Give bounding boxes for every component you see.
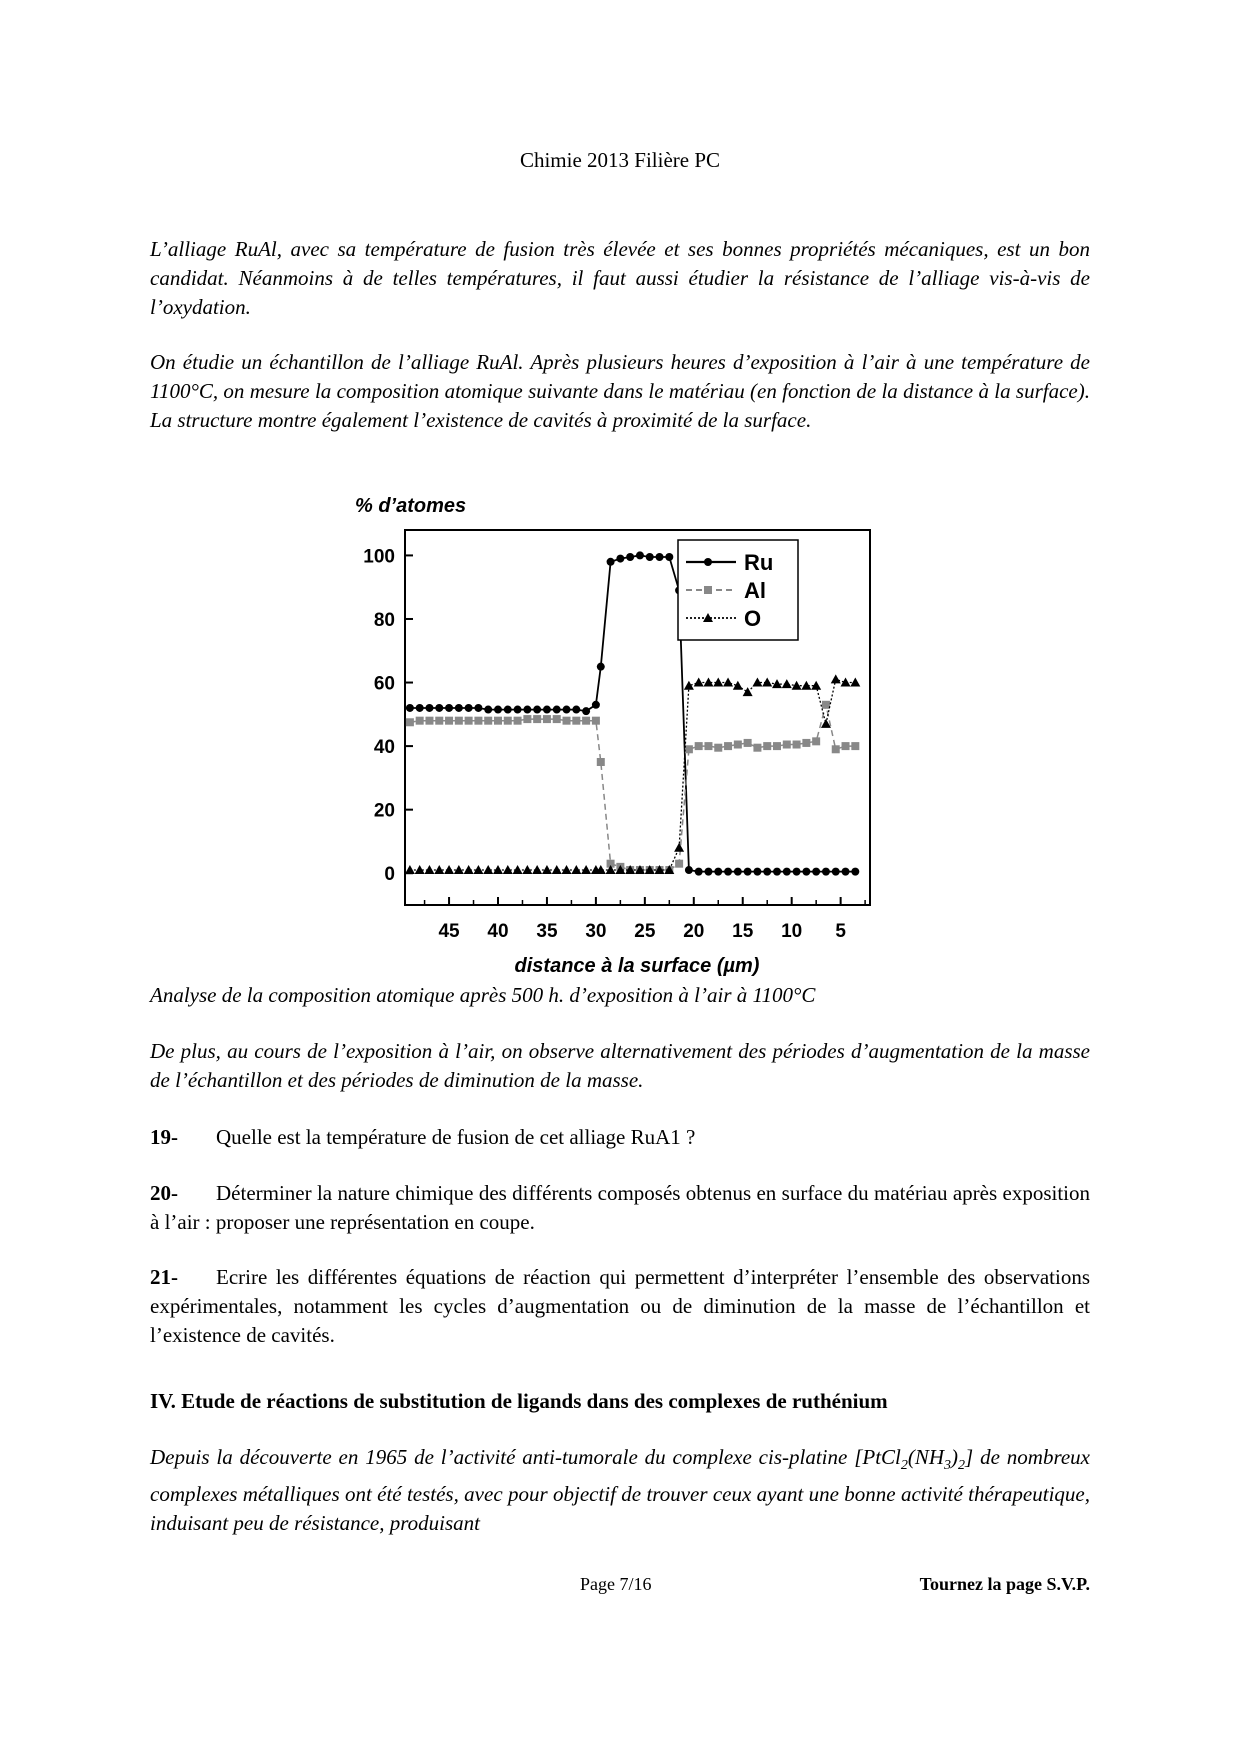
- data-point-al: [504, 717, 512, 725]
- x-axis-label: distance à la surface (µm): [514, 955, 760, 977]
- data-point-ru: [572, 706, 580, 714]
- question-text: Déterminer la nature chimique des différents composés obtenus en surface du matériau après exposition à l’air : proposer une représentation en coupe.: [150, 1181, 1090, 1234]
- data-point-o: [444, 865, 454, 874]
- data-point-o: [801, 681, 811, 690]
- series-line-al: [410, 705, 855, 870]
- paragraph-after-figure: De plus, au cours de l’exposition à l’air, on observe alternativement des périodes d’augmentation de la masse de l’échantillon et des périodes de diminution de la masse.: [150, 1039, 1090, 1092]
- final-paragraph: [150, 1443, 1090, 1538]
- data-point-ru: [455, 704, 463, 712]
- data-point-al: [582, 717, 590, 725]
- data-point-ru: [523, 706, 531, 714]
- data-point-ru: [406, 704, 414, 712]
- x-tick-label: 45: [438, 921, 460, 942]
- data-point-o: [532, 865, 542, 874]
- data-point-al: [783, 741, 791, 749]
- data-point-al: [563, 717, 571, 725]
- data-point-al: [822, 701, 830, 709]
- data-point-ru: [656, 553, 664, 561]
- intro-paragraph-1: L’alliage RuAl, avec sa température de fusion très élevée et ses bonnes propriétés mécaniques, est un bon candidat. Néanmoins à de telles températures, il faut aussi étudier la résistance de l’alliage vis-à-vis de l’oxydation.: [150, 237, 1090, 319]
- section-title: IV. Etude de réactions de substitution de ligands dans des complexes de ruthénium: [150, 1389, 888, 1413]
- data-point-al: [416, 717, 424, 725]
- data-point-al: [734, 741, 742, 749]
- data-point-ru: [685, 866, 693, 874]
- y-axis-label: % d’atomes: [355, 495, 467, 517]
- data-point-o: [782, 679, 792, 688]
- question-21: [150, 1263, 1090, 1350]
- data-point-ru: [533, 706, 541, 714]
- data-point-al: [494, 717, 502, 725]
- data-point-o: [552, 865, 562, 874]
- subscript: 3: [944, 1458, 952, 1474]
- text-run: ] de nombreux complexes métalliques ont été testés, avec pour objectif de trouver ceux ayant une bonne activité thérapeutique, induisant peu de résistance, produisant: [150, 1445, 1090, 1536]
- data-point-ru: [793, 868, 801, 876]
- x-tick-label: 40: [487, 921, 509, 942]
- data-point-ru: [465, 704, 473, 712]
- data-point-ru: [744, 868, 752, 876]
- data-point-ru: [543, 706, 551, 714]
- x-tick-label: 10: [781, 921, 803, 942]
- data-point-al: [425, 717, 433, 725]
- data-point-ru: [734, 868, 742, 876]
- data-point-ru: [783, 868, 791, 876]
- data-point-ru: [582, 707, 590, 715]
- legend-label: Al: [744, 578, 766, 603]
- subscript: 2: [900, 1458, 908, 1474]
- data-point-al: [465, 717, 473, 725]
- data-point-ru: [812, 868, 820, 876]
- x-tick-label: 25: [634, 921, 656, 942]
- y-tick-label: 40: [373, 737, 395, 759]
- data-point-al: [514, 717, 522, 725]
- data-point-al: [695, 742, 703, 750]
- page-header: Chimie 2013 Filière PC: [519, 148, 721, 172]
- data-point-al: [553, 715, 561, 723]
- question-number: 21-: [150, 1265, 178, 1289]
- legend-marker: [704, 586, 712, 594]
- data-point-al: [523, 715, 531, 723]
- data-point-ru: [435, 704, 443, 712]
- data-point-ru: [753, 868, 761, 876]
- data-point-al: [533, 715, 541, 723]
- data-point-ru: [425, 704, 433, 712]
- data-point-al: [714, 744, 722, 752]
- page-number: Page 7/16: [580, 1574, 652, 1594]
- data-point-ru: [665, 553, 673, 561]
- data-point-al: [753, 744, 761, 752]
- data-point-al: [543, 715, 551, 723]
- data-point-al: [685, 745, 693, 753]
- data-point-ru: [416, 704, 424, 712]
- question-20: [150, 1179, 1090, 1237]
- data-point-al: [744, 739, 752, 747]
- data-point-o: [831, 674, 841, 683]
- chart-svg: [340, 490, 900, 990]
- data-point-al: [474, 717, 482, 725]
- text-run: Depuis la découverte en 1965 de l’activité anti-tumorale du complexe cis-platine [PtCl: [150, 1445, 901, 1469]
- data-point-ru: [832, 868, 840, 876]
- x-tick-label: 15: [732, 921, 754, 942]
- data-point-ru: [851, 868, 859, 876]
- data-point-al: [406, 718, 414, 726]
- data-point-ru: [646, 553, 654, 561]
- data-point-al: [435, 717, 443, 725]
- question-number: 19-: [150, 1125, 178, 1149]
- x-tick-label: 35: [536, 921, 558, 942]
- data-point-ru: [822, 868, 830, 876]
- data-point-al: [445, 717, 453, 725]
- legend-label: Ru: [744, 550, 774, 575]
- figure-caption: Analyse de la composition atomique après 500 h. d’exposition à l’air à 1100°C: [150, 983, 816, 1007]
- y-tick-label: 20: [373, 800, 395, 822]
- data-point-al: [675, 860, 683, 868]
- data-point-ru: [607, 558, 615, 566]
- data-point-al: [724, 742, 732, 750]
- turn-page-note: Tournez la page S.V.P.: [919, 1574, 1090, 1594]
- x-tick-label: 20: [683, 921, 705, 942]
- data-point-o: [464, 865, 474, 874]
- data-point-ru: [842, 868, 850, 876]
- data-point-ru: [773, 868, 781, 876]
- data-point-al: [842, 742, 850, 750]
- data-point-al: [802, 739, 810, 747]
- data-point-ru: [714, 868, 722, 876]
- data-point-o: [694, 678, 704, 687]
- data-point-ru: [474, 704, 482, 712]
- question-text: Ecrire les différentes équations de réaction qui permettent d’interpréter l’ensemble des observations expérimentales, notamment les cycles d’augmentation ou de diminution de la masse de l’échantillon et l’existence de cavités.: [150, 1265, 1090, 1347]
- question-19: [150, 1123, 1090, 1152]
- text-run: (NH: [907, 1445, 945, 1469]
- data-point-ru: [695, 868, 703, 876]
- data-point-ru: [592, 701, 600, 709]
- y-tick-label: 80: [373, 609, 395, 631]
- data-point-ru: [724, 868, 732, 876]
- data-point-ru: [802, 868, 810, 876]
- data-point-ru: [616, 555, 624, 563]
- subscript: 2: [958, 1458, 966, 1474]
- data-point-al: [851, 742, 859, 750]
- data-point-ru: [504, 706, 512, 714]
- data-point-al: [832, 745, 840, 753]
- intro-paragraph-2: On étudie un échantillon de l’alliage RuAl. Après plusieurs heures d’exposition à l’air à une température de 1100°C, on mesure la composition atomique suivante dans le matériau (en fonction de la distance à la surface). La structure montre également l’existence de cavités à proximité de la surface.: [150, 350, 1090, 432]
- composition-chart: [340, 490, 900, 990]
- y-tick-label: 100: [363, 546, 395, 568]
- data-point-ru: [704, 868, 712, 876]
- data-point-o: [762, 678, 772, 687]
- data-point-o: [674, 843, 684, 852]
- data-point-ru: [597, 663, 605, 671]
- text-run: ): [951, 1445, 959, 1469]
- data-point-al: [763, 742, 771, 750]
- data-point-ru: [563, 706, 571, 714]
- data-point-o: [405, 865, 415, 874]
- data-point-al: [572, 717, 580, 725]
- data-point-al: [704, 742, 712, 750]
- data-point-al: [793, 741, 801, 749]
- x-tick-label: 5: [835, 921, 846, 942]
- data-point-al: [773, 742, 781, 750]
- data-point-ru: [763, 868, 771, 876]
- legend-marker: [704, 558, 712, 566]
- data-point-ru: [626, 553, 634, 561]
- data-point-al: [812, 737, 820, 745]
- data-point-ru: [445, 704, 453, 712]
- legend-label: O: [744, 606, 762, 631]
- data-point-ru: [636, 551, 644, 559]
- y-tick-label: 0: [384, 864, 395, 886]
- data-point-ru: [553, 706, 561, 714]
- y-tick-label: 60: [373, 673, 395, 695]
- data-point-ru: [484, 706, 492, 714]
- question-text: Quelle est la température de fusion de cet alliage RuA1 ?: [216, 1125, 696, 1149]
- data-point-o: [723, 678, 733, 687]
- data-point-al: [484, 717, 492, 725]
- data-point-ru: [514, 706, 522, 714]
- data-point-al: [455, 717, 463, 725]
- x-tick-label: 30: [585, 921, 607, 942]
- data-point-al: [597, 758, 605, 766]
- question-number: 20-: [150, 1181, 178, 1205]
- data-point-o: [850, 678, 860, 687]
- data-point-al: [592, 717, 600, 725]
- data-point-ru: [494, 706, 502, 714]
